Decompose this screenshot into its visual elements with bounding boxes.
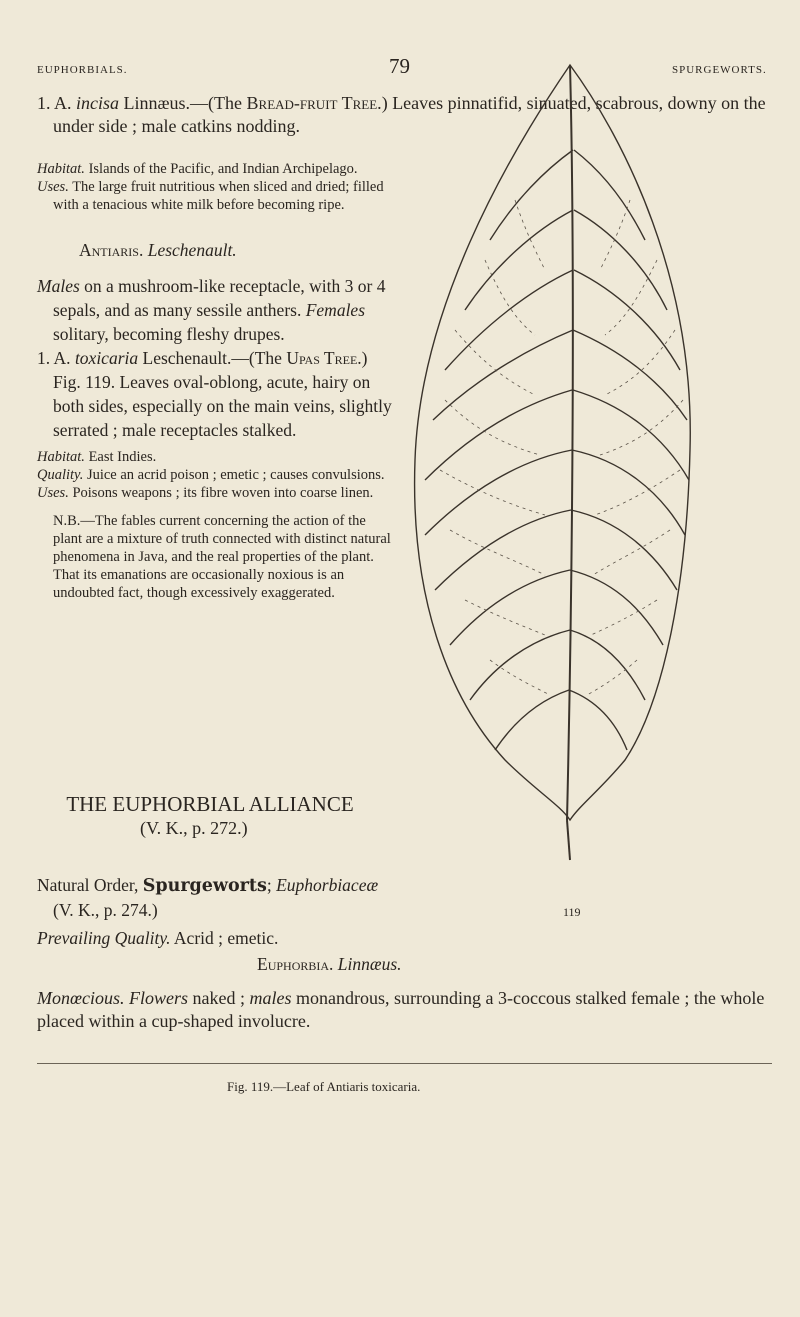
antiaris-genus-heading: Antiaris. Leschenault. (79, 240, 237, 260)
euphorbia-description: Monœcious. Flowers naked ; males monandrous, surrounding a 3-coccous stalked female ; the whole placed within a cup-shaped involucre. (37, 988, 765, 1031)
prevailing-quality: Prevailing Quality. Acrid ; emetic. (37, 928, 279, 948)
page-number: 79 (389, 54, 410, 78)
alliance-reference: (V. K., p. 272.) (140, 818, 248, 838)
antiaris-leaf-drawing (395, 60, 695, 870)
running-head-right: SPURGEWORTS. (672, 64, 767, 76)
figure-caption: Fig. 119.—Leaf of Antiaris toxicaria. (227, 1079, 421, 1094)
antiaris-species-entry: 1. A. toxicaria Leschenault.—(The Upas Tree.) Fig. 119. Leaves oval-oblong, acute, hairy on both sides, especially on the main veins, slightly serrated ; male receptacles stalked. (37, 348, 392, 440)
leaf-illustration (395, 60, 695, 870)
caption-rule (37, 1063, 772, 1064)
blackletter-spurgeworts: Spurgeworts (142, 876, 267, 896)
antiaris-quality: Quality. Juice an acrid poison ; emetic ; causes convulsions. (37, 467, 385, 483)
incisa-uses: Uses. The large fruit nutritious when sliced and dried; filled with a tenacious white milk before becoming ripe. (37, 179, 384, 213)
alliance-title: THE EUPHORBIAL ALLIANCE (66, 792, 354, 816)
incisa-habitat: Habitat. Islands of the Pacific, and Indian Archipelago. (37, 161, 358, 177)
incisa-heading: 1. A. incisa Linnæus.—(The Bread-fruit Tree.) Leaves pinnatifid, sinuated, scabrous, downy on the under side ; male catkins nodding. (37, 93, 766, 136)
running-head-left: EUPHORBIALS. (37, 64, 128, 76)
incisa-name: incisa (76, 93, 120, 113)
incisa-common-name: Bread-fruit Tree. (246, 93, 382, 113)
incisa-description: Leaves pinnatifid, sinuated, scabrous, downy on the under side ; male catkins nodding. (53, 93, 766, 136)
antiaris-uses: Uses. Poisons weapons ; its fibre woven into coarse linen. (37, 485, 374, 501)
antiaris-habitat: Habitat. East Indies. (37, 449, 157, 465)
figure-number: 119 (563, 905, 581, 919)
euphorbia-heading: Euphorbia. Linnæus. (257, 954, 402, 974)
natural-order: Natural Order, Spurgeworts; Euphorbiaceæ (V. K., p. 274.) Prevailing Quality. Acrid ; emetic. (37, 873, 397, 950)
left-column (37, 160, 397, 602)
antiaris-nb-note: N.B.—The fables current concerning the action of the plant are a mixture of truth connected with distinct natural phenomena in Java, and the real properties of the plant. That its emanations are occasionally noxious is an undoubted fact, though excessively exaggerated. (53, 513, 391, 601)
antiaris-description: Males on a mushroom-like receptacle, with 3 or 4 sepals, and as many sessile anthers. Females solitary, becoming fleshy drupes. (37, 276, 386, 344)
